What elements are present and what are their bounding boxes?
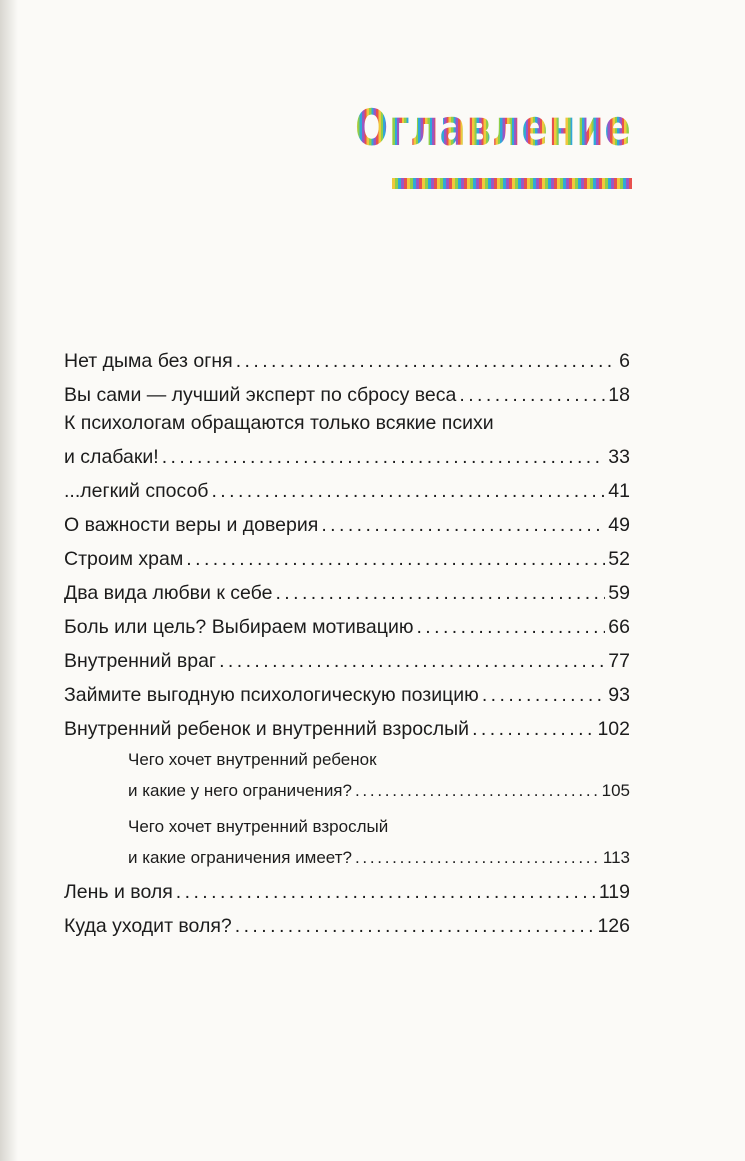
toc-entry-label: Нет дыма без огня: [64, 350, 233, 372]
toc-leader-dots: [162, 446, 606, 469]
title-block: [277, 98, 632, 158]
toc-leader-dots: [472, 718, 594, 741]
toc-entry-label: Лень и воля: [64, 881, 173, 903]
toc-entry-label: Займите выгодную психологическую позицию: [64, 684, 479, 706]
toc-subentry-multiline[interactable]: [128, 746, 630, 801]
toc-entry-label: Строим храм: [64, 548, 184, 570]
toc-leader-dots: [355, 781, 599, 801]
toc-entry-page: 49: [608, 514, 630, 536]
toc-leader-dots: [211, 480, 605, 503]
toc-subentry-label: и какие у него ограничения?: [128, 781, 352, 800]
table-of-contents: [64, 339, 630, 938]
toc-entry-label: О важности веры и доверия: [64, 514, 319, 536]
toc-entry-page: 41: [608, 480, 630, 502]
toc-entry-page: 119: [598, 881, 630, 903]
toc-subentry-label-line1: Чего хочет внутренний ребенок: [128, 750, 377, 769]
toc-entry[interactable]: [64, 707, 630, 741]
toc-entry[interactable]: [64, 904, 630, 938]
toc-subentry-page: 113: [602, 848, 630, 867]
toc-leader-dots: [219, 650, 605, 673]
toc-entry[interactable]: [64, 605, 630, 639]
toc-entry-label-line1: К психологам обращаются только всякие психи: [64, 412, 494, 434]
toc-entry-page: 6: [619, 350, 630, 372]
toc-entry[interactable]: [64, 673, 630, 707]
toc-leader-dots: [416, 616, 605, 639]
toc-entry-label: Внутренний враг: [64, 650, 217, 672]
toc-entry-page: 102: [597, 718, 630, 740]
page-title: Оглавление: [355, 99, 632, 157]
toc-entry-label: Внутренний ребенок и внутренний взрослый: [64, 718, 470, 740]
toc-leader-dots: [235, 915, 595, 938]
toc-entry-label: Два вида любви к себе: [64, 582, 273, 604]
toc-leader-dots: [176, 881, 596, 904]
toc-subentry-page: 105: [601, 781, 630, 800]
toc-entry[interactable]: [64, 537, 630, 571]
toc-entry-page: 93: [608, 684, 630, 706]
toc-subentry-label-line1: Чего хочет внутренний взрослый: [128, 817, 389, 836]
toc-entry-label: и слабаки!: [64, 446, 159, 468]
toc-leader-dots: [236, 350, 616, 373]
toc-entry-page: 77: [608, 650, 630, 672]
toc-subentries: [128, 741, 630, 870]
toc-entry-multiline[interactable]: [64, 407, 630, 469]
toc-entry[interactable]: [64, 373, 630, 407]
toc-entry-label: Боль или цель? Выбираем мотивацию: [64, 616, 414, 638]
toc-leader-dots: [275, 582, 605, 605]
toc-subentry-multiline[interactable]: [128, 813, 630, 868]
toc-entry-label: Куда уходит воля?: [64, 915, 232, 937]
toc-entry[interactable]: [64, 639, 630, 673]
toc-entry-page: 18: [608, 384, 630, 406]
toc-subentry-label: и какие ограничения имеет?: [128, 848, 352, 867]
toc-leader-dots: [321, 514, 605, 537]
toc-entry[interactable]: [64, 339, 630, 373]
title-underline-stripe: [392, 178, 632, 189]
toc-leader-dots: [459, 384, 605, 407]
toc-entry-page: 66: [608, 616, 630, 638]
toc-entry-label: ...легкий способ: [64, 480, 209, 502]
toc-leader-dots: [186, 548, 605, 571]
toc-entry[interactable]: [64, 503, 630, 537]
toc-entry-page: 59: [608, 582, 630, 604]
toc-entry-label: Вы сами — лучший эксперт по сбросу веса: [64, 384, 457, 406]
page-spine-shadow: [0, 0, 18, 1161]
toc-entry[interactable]: [64, 571, 630, 605]
toc-leader-dots: [355, 848, 600, 868]
toc-leader-dots: [482, 684, 605, 707]
toc-entry[interactable]: [64, 870, 630, 904]
toc-entry-page: 33: [608, 446, 630, 468]
toc-entry[interactable]: [64, 469, 630, 503]
toc-entry-page: 52: [608, 548, 630, 570]
toc-entry-page: 126: [597, 915, 630, 937]
